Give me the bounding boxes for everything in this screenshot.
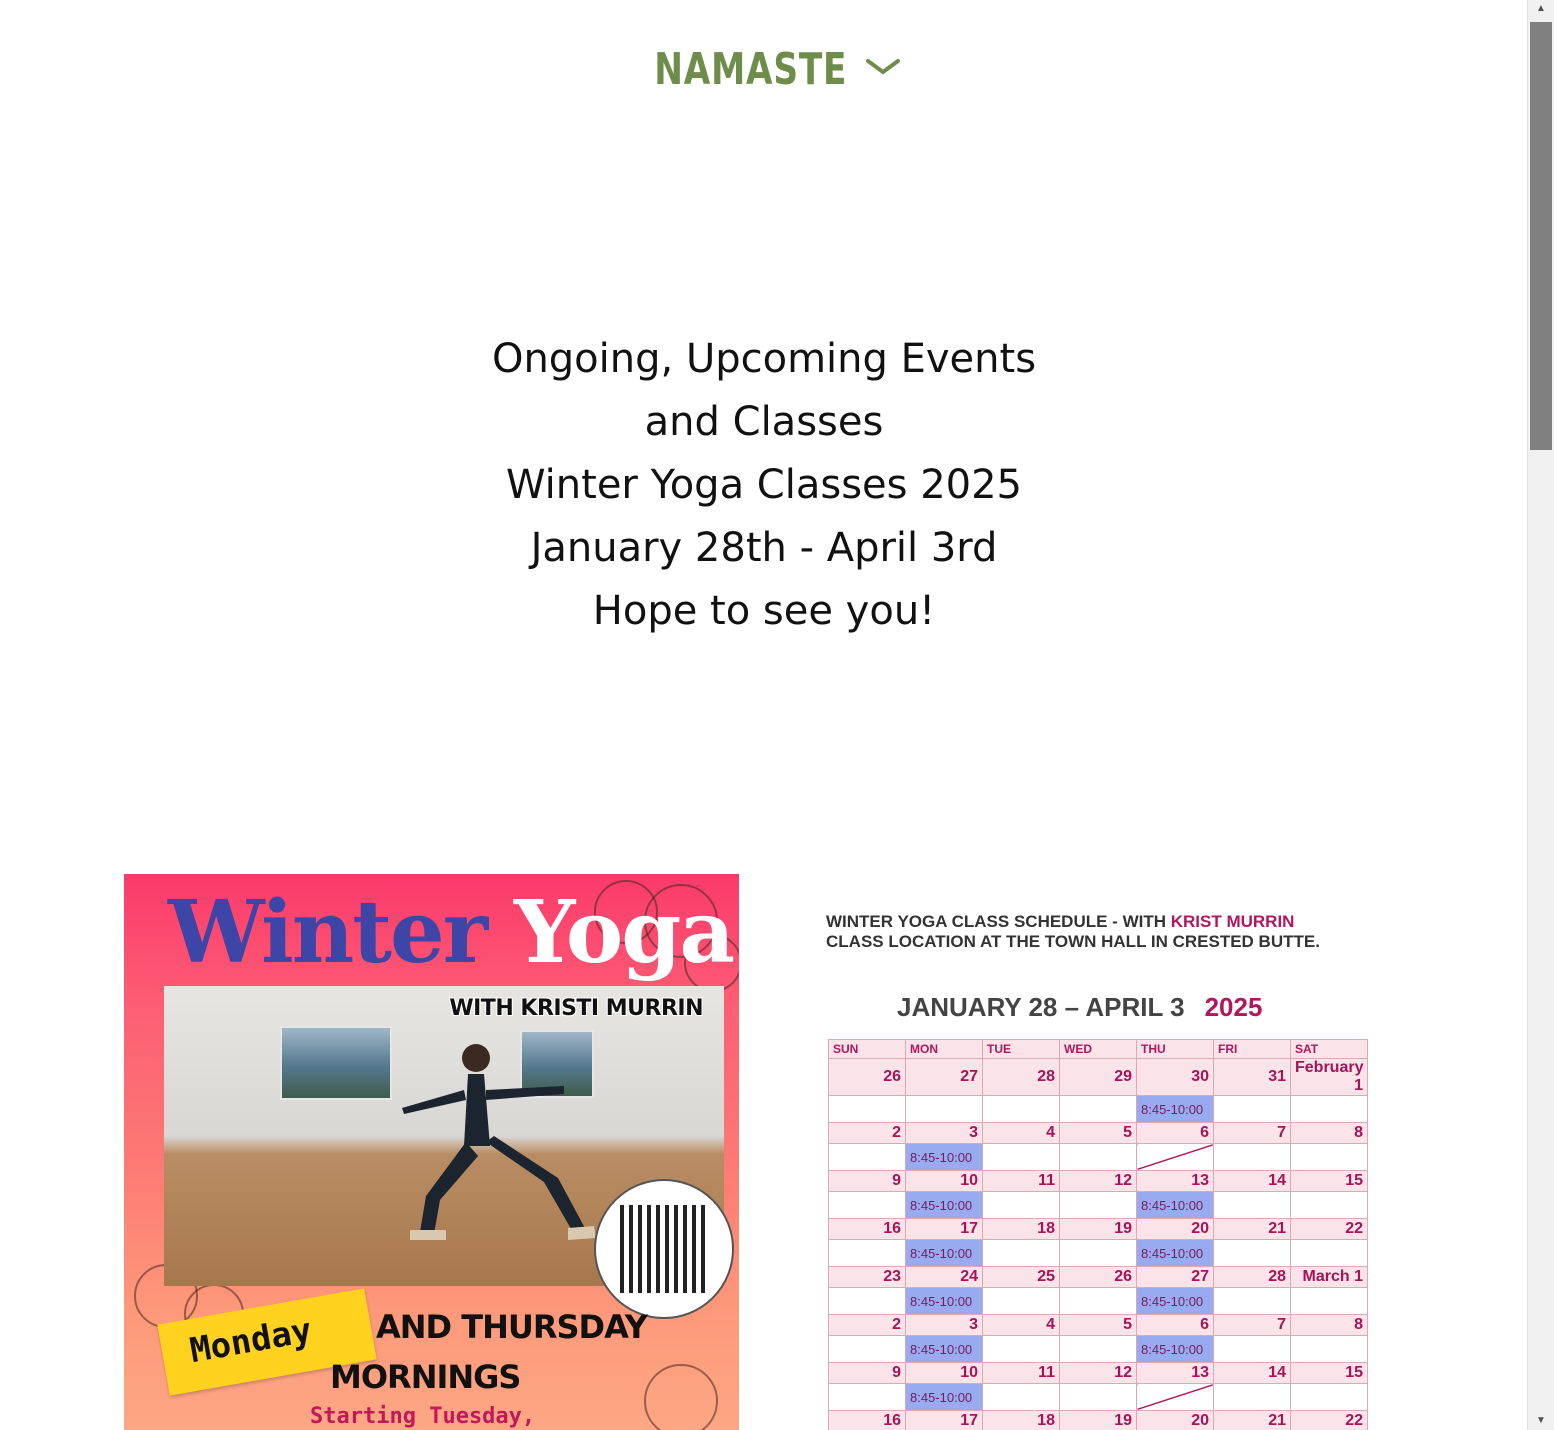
calendar-date-cell: 18 <box>983 1411 1060 1430</box>
calendar-date-cell: 8 <box>1291 1123 1368 1144</box>
chevron-down-icon <box>865 57 901 82</box>
calendar-date-cell: 28 <box>1214 1267 1291 1288</box>
schedule-location: CLASS LOCATION AT THE TOWN HALL IN CRESTED BUTTE. <box>826 932 1320 951</box>
calendar-slot-row <box>829 1144 1368 1171</box>
calendar-date-cell: 17 <box>906 1219 983 1240</box>
calendar-date-cell: 27 <box>1137 1267 1214 1288</box>
flyer-line-1: AND THURSDAY <box>376 1308 647 1346</box>
calendar-date-cell: 3 <box>906 1123 983 1144</box>
calendar-class-slot: 8:45-10:00 <box>1137 1096 1214 1123</box>
schedule-year: 2025 <box>1204 992 1263 1022</box>
calendar-date-cell: 13 <box>1137 1363 1214 1384</box>
calendar-empty-slot <box>1291 1096 1368 1123</box>
calendar-date-cell: 19 <box>1060 1219 1137 1240</box>
calendar-empty-slot <box>1060 1336 1137 1363</box>
calendar-date-cell: 2 <box>829 1315 906 1336</box>
page-scrollbar[interactable] <box>1527 0 1554 1430</box>
calendar-empty-slot <box>1214 1288 1291 1315</box>
calendar-date-row <box>829 1059 1368 1096</box>
calendar-empty-slot <box>829 1192 906 1219</box>
calendar-date-cell: 16 <box>829 1219 906 1240</box>
calendar-class-slot: 8:45-10:00 <box>906 1144 983 1171</box>
calendar-date-cell: 21 <box>1214 1411 1291 1430</box>
calendar-empty-slot <box>1214 1192 1291 1219</box>
calendar-date-cell: 10 <box>906 1171 983 1192</box>
calendar-empty-slot <box>983 1192 1060 1219</box>
calendar-slot-row <box>829 1336 1368 1363</box>
calendar-date-row <box>829 1363 1368 1384</box>
calendar-empty-slot <box>1214 1336 1291 1363</box>
scroll-down-arrow-icon[interactable]: ▼ <box>1536 1415 1546 1426</box>
calendar-no-class-cell <box>1137 1144 1214 1171</box>
calendar-empty-slot <box>906 1096 983 1123</box>
calendar-date-cell: 26 <box>829 1059 906 1096</box>
calendar-date-cell: 28 <box>983 1059 1060 1096</box>
calendar-date-cell: 4 <box>983 1123 1060 1144</box>
calendar-empty-slot <box>983 1288 1060 1315</box>
calendar-empty-slot <box>829 1096 906 1123</box>
calendar-class-slot: 8:45-10:00 <box>906 1336 983 1363</box>
scrollbar-thumb[interactable] <box>1530 22 1552 450</box>
calendar-empty-slot <box>1060 1144 1137 1171</box>
decorative-ornament <box>644 1364 718 1430</box>
calendar-date-cell: 20 <box>1137 1219 1214 1240</box>
flyer-title-word1: Winter <box>168 882 487 983</box>
calendar-date-cell: 26 <box>1060 1267 1137 1288</box>
flyer-line-3: Starting Tuesday, <box>310 1404 536 1429</box>
calendar-class-slot: 8:45-10:00 <box>1137 1288 1214 1315</box>
calendar-slot-row <box>829 1240 1368 1267</box>
calendar-day-header: SAT <box>1291 1040 1368 1059</box>
calendar-empty-slot <box>1060 1384 1137 1411</box>
calendar-empty-slot <box>983 1336 1060 1363</box>
calendar-date-cell: 14 <box>1214 1363 1291 1384</box>
calendar-day-header: WED <box>1060 1040 1137 1059</box>
calendar-date-cell: 15 <box>1291 1171 1368 1192</box>
calendar-date-cell: 15 <box>1291 1363 1368 1384</box>
calendar-class-slot: 8:45-10:00 <box>1137 1240 1214 1267</box>
intro-line: Ongoing, Upcoming Events <box>491 336 1037 382</box>
intro-line: Winter Yoga Classes 2025 <box>506 462 1022 508</box>
calendar-date-cell: March 1 <box>1291 1267 1368 1288</box>
calendar-day-header: SUN <box>829 1040 906 1059</box>
calendar-date-cell: 14 <box>1214 1171 1291 1192</box>
calendar-class-slot: 8:45-10:00 <box>906 1240 983 1267</box>
calendar-date-cell: 13 <box>1137 1171 1214 1192</box>
calendar-date-cell: 23 <box>829 1267 906 1288</box>
calendar-empty-slot <box>983 1240 1060 1267</box>
calendar-date-cell: 18 <box>983 1219 1060 1240</box>
qr-code-pattern <box>620 1205 708 1293</box>
calendar-date-cell: 11 <box>983 1363 1060 1384</box>
intro-line: Hope to see you! <box>592 588 936 634</box>
calendar-empty-slot <box>1060 1288 1137 1315</box>
calendar-class-slot: 8:45-10:00 <box>1137 1336 1214 1363</box>
calendar-empty-slot <box>1291 1192 1368 1219</box>
calendar-empty-slot <box>829 1240 906 1267</box>
schedule-heading-name: KRIST MURRIN <box>1170 912 1295 931</box>
calendar-class-slot: 8:45-10:00 <box>906 1192 983 1219</box>
calendar-empty-slot <box>1214 1096 1291 1123</box>
calendar-date-cell: 17 <box>906 1411 983 1430</box>
intro-line: January 28th - April 3rd <box>530 525 998 571</box>
calendar-date-cell: 6 <box>1137 1315 1214 1336</box>
namaste-nav-toggle[interactable] <box>0 44 1528 95</box>
calendar-slot-row <box>829 1192 1368 1219</box>
calendar-day-header: TUE <box>983 1040 1060 1059</box>
calendar-slot-row <box>829 1384 1368 1411</box>
calendar-date-cell: 11 <box>983 1171 1060 1192</box>
calendar-date-cell: 24 <box>906 1267 983 1288</box>
calendar-date-cell: 12 <box>1060 1363 1137 1384</box>
flyer-day-tag-text: Monday <box>187 1310 315 1372</box>
calendar-empty-slot <box>829 1144 906 1171</box>
calendar-date-cell: 16 <box>829 1411 906 1430</box>
calendar-date-cell: 5 <box>1060 1123 1137 1144</box>
calendar-slot-row <box>829 1096 1368 1123</box>
calendar-empty-slot <box>1060 1240 1137 1267</box>
calendar-empty-slot <box>1060 1192 1137 1219</box>
calendar-date-cell: 2 <box>829 1123 906 1144</box>
calendar-empty-slot <box>1291 1144 1368 1171</box>
schedule-heading <box>826 912 1386 932</box>
calendar-date-cell: 21 <box>1214 1219 1291 1240</box>
calendar-date-row <box>829 1171 1368 1192</box>
calendar-date-cell: 5 <box>1060 1315 1137 1336</box>
calendar-date-cell: 12 <box>1060 1171 1137 1192</box>
calendar-date-cell: 31 <box>1214 1059 1291 1096</box>
calendar-class-slot: 8:45-10:00 <box>1137 1192 1214 1219</box>
calendar-date-row <box>829 1411 1368 1430</box>
calendar-empty-slot <box>983 1384 1060 1411</box>
calendar-empty-slot <box>1214 1384 1291 1411</box>
calendar-empty-slot <box>983 1096 1060 1123</box>
calendar-date-cell: 7 <box>1214 1315 1291 1336</box>
calendar-empty-slot <box>1291 1288 1368 1315</box>
calendar-slot-row <box>829 1288 1368 1315</box>
calendar-date-cell: 22 <box>1291 1411 1368 1430</box>
calendar-empty-slot <box>1291 1384 1368 1411</box>
nav-label: NAMASTE <box>654 44 848 95</box>
intro-text <box>0 328 1528 643</box>
calendar-date-cell: 29 <box>1060 1059 1137 1096</box>
calendar-day-header: MON <box>906 1040 983 1059</box>
calendar-class-slot: 8:45-10:00 <box>906 1384 983 1411</box>
calendar-day-header: FRI <box>1214 1040 1291 1059</box>
calendar-empty-slot <box>1291 1240 1368 1267</box>
flyer-line-2: MORNINGS <box>330 1358 521 1396</box>
calendar-date-cell: 9 <box>829 1171 906 1192</box>
calendar-empty-slot <box>829 1384 906 1411</box>
calendar-date-cell: 7 <box>1214 1123 1291 1144</box>
flyer-title-word2: Yoga <box>513 882 734 983</box>
scroll-up-arrow-icon[interactable]: ▲ <box>1536 3 1546 14</box>
calendar-date-cell: 6 <box>1137 1123 1214 1144</box>
winter-yoga-flyer-image[interactable] <box>124 874 739 1430</box>
qr-code-icon[interactable] <box>594 1179 734 1319</box>
calendar-date-cell: 20 <box>1137 1411 1214 1430</box>
calendar-date-cell: 25 <box>983 1267 1060 1288</box>
calendar-date-cell: 9 <box>829 1363 906 1384</box>
calendar-body <box>829 1059 1368 1430</box>
calendar-date-cell: 4 <box>983 1315 1060 1336</box>
flyer-byline: WITH KRISTI MURRIN <box>449 996 703 1021</box>
calendar-empty-slot <box>1060 1096 1137 1123</box>
calendar-empty-slot <box>1214 1240 1291 1267</box>
calendar-date-cell: 3 <box>906 1315 983 1336</box>
calendar-date-row <box>829 1123 1368 1144</box>
calendar-class-slot: 8:45-10:00 <box>906 1288 983 1315</box>
calendar-date-row <box>829 1267 1368 1288</box>
calendar-date-row <box>829 1315 1368 1336</box>
flyer-title <box>168 882 733 983</box>
calendar-empty-slot <box>829 1288 906 1315</box>
calendar-date-cell: February 1 <box>1291 1059 1368 1096</box>
calendar-date-cell: 10 <box>906 1363 983 1384</box>
schedule-date-range <box>897 992 1386 1023</box>
calendar-date-cell: 30 <box>1137 1059 1214 1096</box>
calendar-empty-slot <box>1291 1336 1368 1363</box>
calendar-day-header: THU <box>1137 1040 1214 1059</box>
calendar-empty-slot <box>829 1336 906 1363</box>
calendar-empty-slot <box>983 1144 1060 1171</box>
calendar-empty-slot <box>1214 1144 1291 1171</box>
schedule-calendar <box>828 1039 1368 1430</box>
calendar-no-class-cell <box>1137 1384 1214 1411</box>
class-schedule-image[interactable] <box>826 912 1386 1430</box>
calendar-date-cell: 27 <box>906 1059 983 1096</box>
intro-line: and Classes <box>644 399 884 445</box>
calendar-date-cell: 22 <box>1291 1219 1368 1240</box>
calendar-header-row <box>829 1040 1368 1059</box>
calendar-date-cell: 19 <box>1060 1411 1137 1430</box>
schedule-heading-prefix: WINTER YOGA CLASS SCHEDULE - WITH <box>826 912 1171 931</box>
schedule-date-range-text: JANUARY 28 – APRIL 3 <box>897 992 1185 1022</box>
calendar-date-cell: 8 <box>1291 1315 1368 1336</box>
calendar-date-row <box>829 1219 1368 1240</box>
